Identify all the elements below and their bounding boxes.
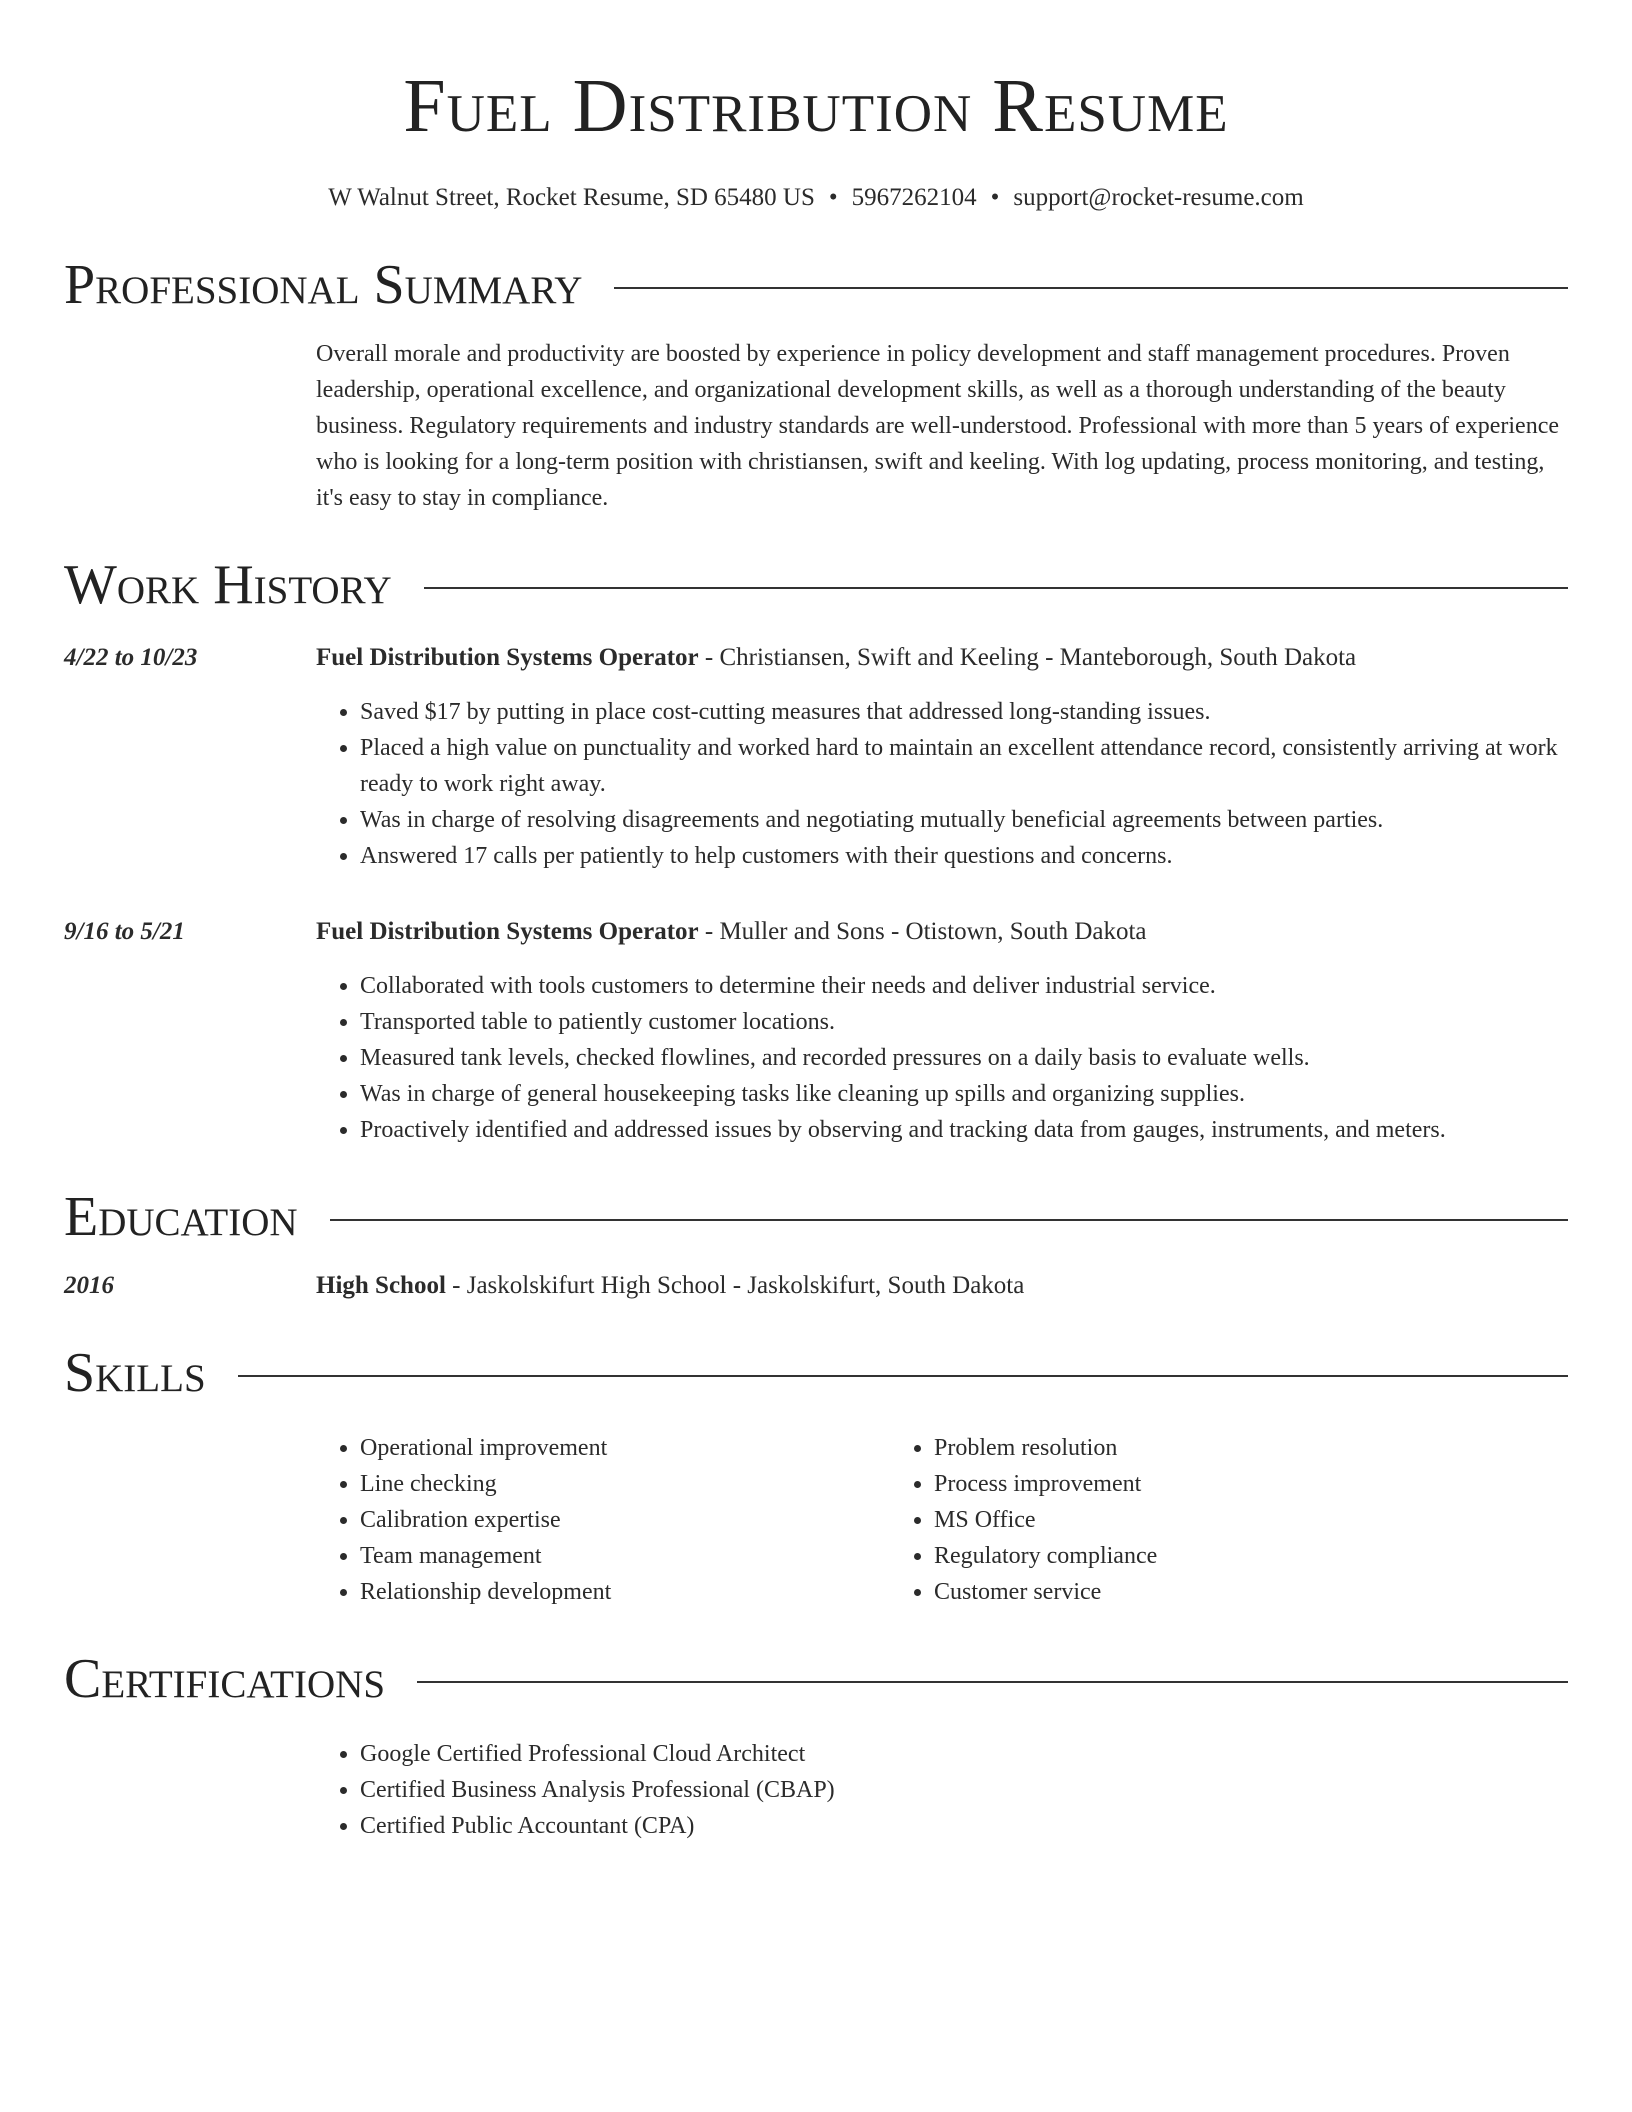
job-bullet: • Saved $17 by putting in place cost-cutting measures that addressed long-standing issues. bbox=[360, 694, 1568, 730]
job-bullet: • Was in charge of resolving disagreements and negotiating mutually beneficial agreements between parties. bbox=[360, 802, 1568, 838]
job-dates: 4/22 to 10/23 bbox=[64, 644, 198, 671]
skill-item: • Customer service bbox=[934, 1574, 1464, 1610]
job-left-spacer bbox=[64, 950, 316, 1148]
contact-line bbox=[64, 180, 1568, 216]
section-header-work bbox=[64, 552, 1568, 618]
job-entry-2 bbox=[64, 914, 1568, 1148]
job-header-row bbox=[64, 914, 1568, 950]
job-header-row bbox=[64, 640, 1568, 676]
certifications-container bbox=[316, 1736, 1568, 1844]
contact-email: support@rocket-resume.com bbox=[1013, 184, 1304, 211]
education-degree: High School bbox=[316, 1272, 446, 1299]
contact-phone: 5967262104 bbox=[851, 184, 977, 211]
summary-left-spacer bbox=[64, 336, 316, 516]
certifications-row bbox=[64, 1736, 1568, 1844]
section-title-education: Education bbox=[64, 1186, 298, 1248]
section-divider bbox=[238, 1375, 1568, 1377]
skill-item: • Problem resolution bbox=[934, 1430, 1464, 1466]
skills-row bbox=[64, 1406, 1568, 1610]
job-bullet: • Placed a high value on punctuality and worked hard to maintain an excellent attendance record, consistently arriving at work ready to work right away. bbox=[360, 730, 1568, 802]
section-title-summary: Professional Summary bbox=[64, 254, 583, 316]
section-title-work: Work History bbox=[64, 554, 392, 616]
skills-container bbox=[316, 1406, 1568, 1610]
job-title-line bbox=[316, 914, 1568, 950]
job-company-location: - Muller and Sons - Otistown, South Dakota bbox=[698, 918, 1147, 945]
contact-address: W Walnut Street, Rocket Resume, SD 65480 US bbox=[328, 184, 815, 211]
section-header-skills bbox=[64, 1340, 1568, 1406]
section-header-summary bbox=[64, 252, 1568, 318]
certification-item: • Google Certified Professional Cloud Architect bbox=[360, 1736, 1568, 1772]
section-divider bbox=[330, 1219, 1568, 1221]
job-bullet: • Transported table to patiently customer locations. bbox=[360, 1004, 1568, 1040]
education-school-location: - Jaskolskifurt High School - Jaskolskifurt, South Dakota bbox=[445, 1272, 1025, 1299]
job-bullets-container bbox=[316, 676, 1568, 874]
section-title-skills: Skills bbox=[64, 1342, 206, 1404]
education-line bbox=[316, 1268, 1568, 1304]
skills-column-1 bbox=[316, 1430, 890, 1610]
job-bullets-row bbox=[64, 676, 1568, 874]
summary-row bbox=[64, 336, 1568, 516]
job-bullet-list bbox=[316, 694, 1568, 874]
education-row bbox=[64, 1268, 1568, 1304]
section-header-education bbox=[64, 1184, 1568, 1250]
job-company-location: - Christiansen, Swift and Keeling - Manteborough, South Dakota bbox=[698, 644, 1357, 671]
certification-item: • Certified Business Analysis Professional (CBAP) bbox=[360, 1772, 1568, 1808]
skill-item: • MS Office bbox=[934, 1502, 1464, 1538]
contact-separator: • bbox=[828, 184, 838, 211]
skill-item: • Line checking bbox=[360, 1466, 890, 1502]
skill-item: • Relationship development bbox=[360, 1574, 890, 1610]
summary-text: Overall morale and productivity are boosted by experience in policy development and staff management procedures. Proven leadership, operational excellence, and organizational development skills, as well as a thorough understanding of the beauty business. Regulatory requirements and industry standards are well-understood. Professional with more than 5 years of experience who is looking for a long-term position with christiansen, swift and keeling. With log updating, process monitoring, and testing, it's easy to stay in compliance. bbox=[316, 341, 1559, 511]
certification-item: • Certified Public Accountant (CPA) bbox=[360, 1808, 1568, 1844]
section-divider bbox=[417, 1681, 1568, 1683]
job-entry-1 bbox=[64, 640, 1568, 874]
job-bullet: • Answered 17 calls per patiently to help customers with their questions and concerns. bbox=[360, 838, 1568, 874]
certifications-left-spacer bbox=[64, 1736, 316, 1844]
job-left-spacer bbox=[64, 676, 316, 874]
section-divider bbox=[424, 587, 1568, 589]
job-bullets-row bbox=[64, 950, 1568, 1148]
skills-left-spacer bbox=[64, 1406, 316, 1610]
job-dates: 9/16 to 5/21 bbox=[64, 918, 185, 945]
job-bullet: • Proactively identified and addressed issues by observing and tracking data from gauges, instruments, and meters. bbox=[360, 1112, 1568, 1148]
job-bullet: • Collaborated with tools customers to determine their needs and deliver industrial service. bbox=[360, 968, 1568, 1004]
skill-item: • Calibration expertise bbox=[360, 1502, 890, 1538]
section-divider bbox=[614, 287, 1568, 289]
skill-item: • Team management bbox=[360, 1538, 890, 1574]
job-bullet: • Was in charge of general housekeeping tasks like cleaning up spills and organizing supplies. bbox=[360, 1076, 1568, 1112]
job-title-line bbox=[316, 640, 1568, 676]
job-bullet: • Measured tank levels, checked flowlines, and recorded pressures on a daily basis to evaluate wells. bbox=[360, 1040, 1568, 1076]
skills-column-2 bbox=[890, 1430, 1464, 1610]
skills-grid bbox=[316, 1430, 1568, 1610]
skill-item: • Operational improvement bbox=[360, 1430, 890, 1466]
resume-title: Fuel Distribution Resume bbox=[403, 64, 1229, 148]
section-header-certifications bbox=[64, 1646, 1568, 1712]
skill-item: • Regulatory compliance bbox=[934, 1538, 1464, 1574]
job-title: Fuel Distribution Systems Operator bbox=[316, 644, 699, 671]
section-title-certifications: Certifications bbox=[64, 1648, 386, 1710]
job-bullets-container bbox=[316, 950, 1568, 1148]
certifications-list bbox=[316, 1736, 1568, 1844]
job-bullet-list bbox=[316, 968, 1568, 1148]
job-title: Fuel Distribution Systems Operator bbox=[316, 918, 699, 945]
skill-item: • Process improvement bbox=[934, 1466, 1464, 1502]
education-year: 2016 bbox=[64, 1272, 114, 1299]
contact-separator: • bbox=[990, 184, 1000, 211]
